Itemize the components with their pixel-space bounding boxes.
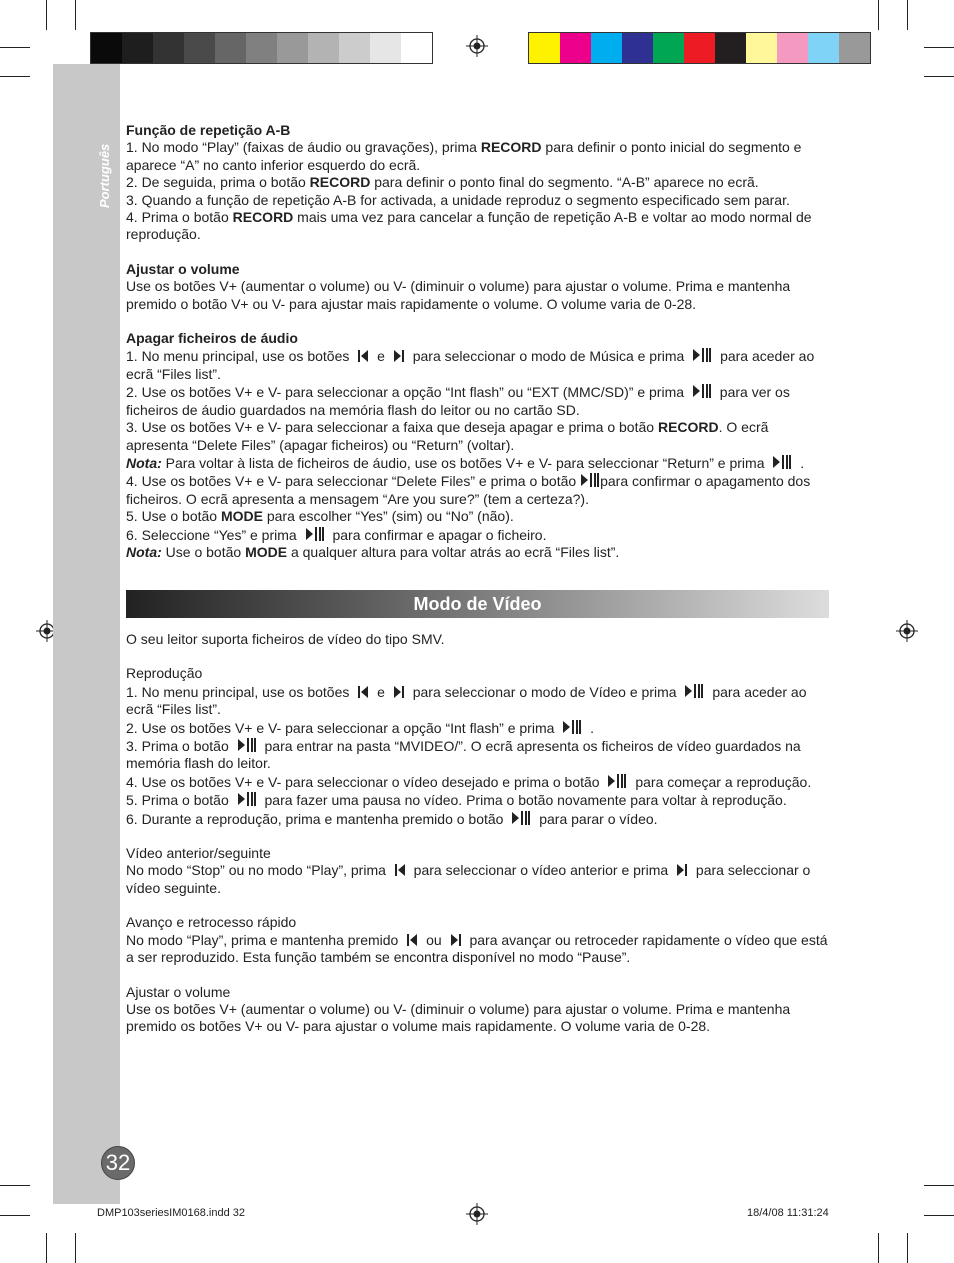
play-pause-icon — [237, 737, 257, 753]
color-swatch — [215, 33, 246, 63]
color-swatch — [277, 33, 308, 63]
video-section-content — [126, 631, 832, 1036]
section-heading: Vídeo anterior/seguinte — [126, 845, 271, 862]
page-number: 32 — [101, 1146, 135, 1180]
registration-mark-icon — [466, 35, 488, 57]
color-swatch — [560, 33, 591, 63]
color-swatch — [122, 33, 153, 63]
color-swatch — [622, 33, 653, 63]
play-pause-icon — [684, 683, 704, 699]
color-swatch — [370, 33, 401, 63]
crop-mark — [46, 1233, 47, 1263]
crop-mark — [924, 1215, 954, 1216]
paragraph: 6. Seleccione “Yes” e prima para confirmar e apagar o ficheiro. — [126, 526, 547, 543]
color-swatch — [715, 33, 746, 63]
next-icon — [393, 685, 405, 699]
color-swatch — [777, 33, 808, 63]
next-icon — [450, 933, 462, 947]
paragraph: 2. Use os botões V+ e V- para seleccionar a opção “Int flash” e prima . — [126, 719, 595, 736]
play-pause-icon — [692, 383, 712, 399]
color-swatch — [591, 33, 622, 63]
section-heading: Apagar ficheiros de áudio — [126, 330, 298, 347]
crop-mark — [75, 1233, 76, 1263]
paragraph: 3. Prima o botão para entrar na pasta “MVIDEO/”. O ecrã apresenta os ficheiros de vídeo guardados na memória flash do leitor. — [126, 738, 801, 772]
next-icon — [676, 863, 688, 877]
color-swatch — [339, 33, 370, 63]
process-color-bar — [528, 32, 871, 64]
paragraph: 4. Use os botões V+ e V- para seleccionar o vídeo desejado e prima o botão para começar a reprodução. — [126, 773, 812, 790]
color-swatch — [529, 33, 560, 63]
grayscale-color-bar — [90, 32, 433, 64]
registration-mark-icon — [896, 620, 918, 642]
paragraph: 2. Use os botões V+ e V- para seleccionar a opção “Int flash” ou “EXT (MMC/SD)” e prima para ver os ficheiros de áudio guardados na memória flash do leitor ou no cartão SD. — [126, 384, 790, 418]
previous-icon — [406, 933, 418, 947]
paragraph: O seu leitor suporta ficheiros de vídeo do tipo SMV. — [126, 631, 445, 647]
color-swatch — [153, 33, 184, 63]
paragraph: 1. No menu principal, use os botões e para seleccionar o modo de Música e prima para aceder ao ecrã “Files list”. — [126, 348, 815, 382]
play-pause-icon — [692, 347, 712, 363]
paragraph: 6. Durante a reprodução, prima e mantenha premido o botão para parar o vídeo. — [126, 810, 658, 827]
color-swatch — [684, 33, 715, 63]
color-swatch — [91, 33, 122, 63]
note: Nota: Use o botão MODE a qualquer altura para voltar atrás ao ecrã “Files list”. — [126, 543, 620, 560]
previous-icon — [394, 863, 406, 877]
paragraph: Use os botões V+ (aumentar o volume) ou V- (diminuir o volume) para ajustar o volume. Prima e mantenha premido os botões V+ ou V- para ajustar o volume mais rapidamente. O volume varia de 0-28. — [126, 1000, 791, 1035]
play-pause-icon — [237, 791, 257, 807]
color-swatch — [653, 33, 684, 63]
next-icon — [393, 349, 405, 363]
play-pause-icon — [580, 472, 600, 488]
play-pause-icon — [305, 526, 325, 542]
color-swatch — [839, 33, 870, 63]
section-header-bar — [126, 590, 829, 618]
crop-mark — [878, 1233, 879, 1263]
section-heading: Avanço e retrocesso rápido — [126, 914, 297, 931]
color-swatch — [308, 33, 339, 63]
color-swatch — [184, 33, 215, 63]
audio-section-content — [126, 122, 832, 561]
paragraph: No modo “Stop” ou no modo “Play”, prima para seleccionar o vídeo anterior e prima para seleccionar o vídeo seguinte. — [126, 862, 811, 896]
play-pause-icon — [772, 454, 792, 470]
color-swatch — [746, 33, 777, 63]
color-swatch — [401, 33, 432, 63]
crop-mark — [924, 1185, 954, 1186]
paragraph: 3. Use os botões V+ e V- para seleccionar a faixa que deseja apagar e prima o botão RECORD. O ecrã apresenta “Delete Files” (apagar ficheiros) ou “Return” (voltar). — [126, 419, 769, 453]
footer-filename: DMP103seriesIM0168.indd 32 — [97, 1207, 245, 1219]
section-heading: Reprodução — [126, 665, 203, 682]
section-heading: Função de repetição A-B — [126, 122, 291, 138]
footer-timestamp: 18/4/08 11:31:24 — [747, 1207, 829, 1219]
side-language-label: Português — [97, 143, 112, 208]
previous-icon — [357, 349, 369, 363]
crop-mark — [0, 76, 30, 77]
play-pause-icon — [511, 810, 531, 826]
crop-mark — [878, 0, 879, 30]
paragraph: 3. Quando a função de repetição A-B for activada, a unidade reproduz o segmento especificado sem parar. — [126, 191, 790, 208]
crop-mark — [0, 47, 30, 48]
paragraph: 5. Prima o botão para fazer uma pausa no vídeo. Prima o botão novamente para voltar à reprodução. — [126, 792, 787, 809]
section-header-title: Modo de Vídeo — [413, 594, 542, 614]
play-pause-icon — [607, 773, 627, 789]
section-heading: Ajustar o volume — [126, 260, 240, 277]
paragraph: Use os botões V+ (aumentar o volume) ou V- (diminuir o volume) para ajustar o volume. Prima e mantenha premido o botão V+ ou V- para ajustar mais rapidamente o volume. O volume varia de 0-28. — [126, 278, 791, 312]
crop-mark — [924, 47, 954, 48]
play-pause-icon — [562, 719, 582, 735]
crop-mark — [907, 1233, 908, 1263]
crop-mark — [0, 1215, 30, 1216]
paragraph: 4. Prima o botão RECORD mais uma vez para cancelar a função de repetição A-B e voltar ao modo normal de reprodução. — [126, 209, 812, 243]
crop-mark — [75, 0, 76, 30]
crop-mark — [907, 0, 908, 30]
registration-mark-icon — [466, 1203, 488, 1225]
note: Nota: Para voltar à lista de ficheiros de áudio, use os botões V+ e V- para seleccionar “Return” e prima . — [126, 454, 805, 471]
paragraph: 2. De seguida, prima o botão RECORD para definir o ponto final do segmento. “A-B” aparece no ecrã. — [126, 174, 759, 191]
paragraph: 1. No menu principal, use os botões e para seleccionar o modo de Vídeo e prima para aceder ao ecrã “Files list”. — [126, 683, 807, 718]
crop-mark — [924, 76, 954, 77]
paragraph: 4. Use os botões V+ e V- para seleccionar “Delete Files” e prima o botão para confirmar o apagamento dos ficheiros. O ecrã apresenta a mensagem “Are you sure?” (tem a certeza?). — [126, 473, 811, 507]
crop-mark — [0, 1185, 30, 1186]
paragraph: No modo “Play”, prima e mantenha premido ou para avançar ou retroceder rapidamente o vídeo que está a ser reproduzido. Esta função também se encontra disponível no modo “Pause”. — [126, 931, 828, 966]
side-band — [53, 64, 120, 1204]
paragraph: 1. No modo “Play” (faixas de áudio ou gravações), prima RECORD para definir o ponto inicial do segmento e aparece “A” no canto inferior esquerdo do ecrã. — [126, 139, 802, 173]
color-swatch — [246, 33, 277, 63]
crop-mark — [46, 0, 47, 30]
paragraph: 5. Use o botão MODE para escolher “Yes” (sim) ou “No” (não). — [126, 508, 514, 525]
color-swatch — [808, 33, 839, 63]
previous-icon — [357, 685, 369, 699]
section-heading: Ajustar o volume — [126, 983, 231, 1000]
